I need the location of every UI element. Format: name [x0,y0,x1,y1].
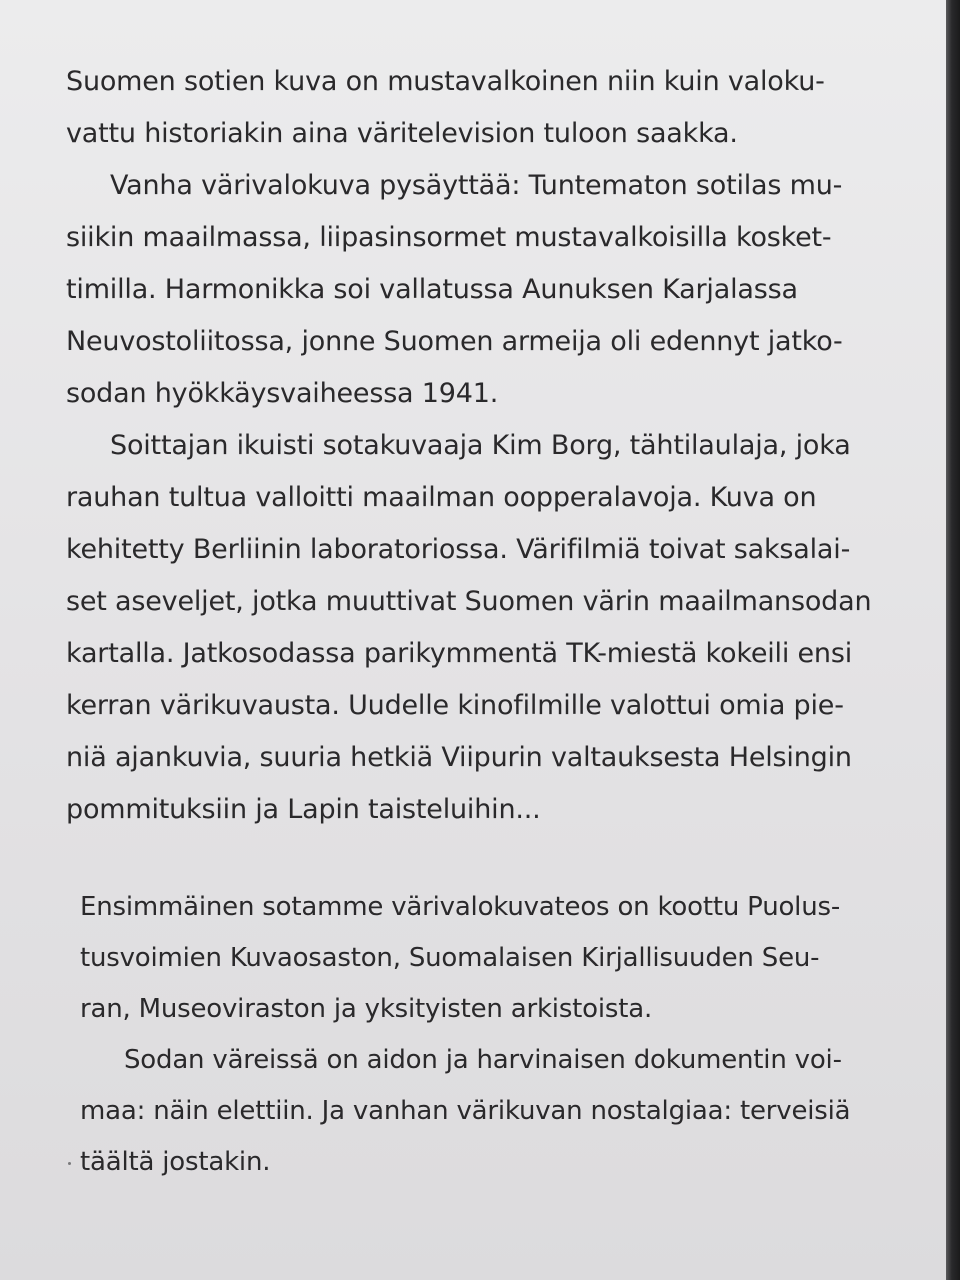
text-line: Ensimmäinen sotamme värivalokuvateos on koottu Puolus- [80,892,841,922]
text-line: Neuvostoliitossa, jonne Suomen armeija oli edennyt jatko- [66,326,843,357]
text-line: rauhan tultua valloitti maailman oopperalavoja. Kuva on [66,482,817,513]
text-line: sodan hyökkäysvaiheessa 1941. [66,378,499,409]
text-line: timilla. Harmonikka soi vallatussa Aunuksen Karjalassa [66,274,798,305]
page-edge-shadow [946,0,960,1280]
text-line: ran, Museoviraston ja yksityisten arkistoista. [80,994,653,1024]
text-line: tusvoimien Kuvaosaston, Suomalaisen Kirjallisuuden Seu- [80,943,820,973]
text-line: Suomen sotien kuva on mustavalkoinen niin kuin valoku- [66,66,825,97]
text-line: siikin maailmassa, liipasinsormet mustavalkoisilla kosket- [66,222,832,253]
text-block-main [66,56,871,836]
text-line: täältä jostakin. [80,1147,271,1177]
text-line: maa: näin elettiin. Ja vanhan värikuvan nostalgiaa: terveisiä [80,1096,851,1126]
text-line: kartalla. Jatkosodassa parikymmentä TK-miestä kokeili ensi [66,638,853,669]
text-line: Soittajan ikuisti sotakuvaaja Kim Borg, tähtilaulaja, joka [110,430,851,461]
text-line: Vanha värivalokuva pysäyttää: Tuntematon sotilas mu- [110,170,843,201]
text-line: pommituksiin ja Lapin taisteluihin... [66,794,541,825]
text-line: kerran värikuvausta. Uudelle kinofilmille valottui omia pie- [66,690,844,721]
text-line: niä ajankuvia, suuria hetkiä Viipurin valtauksesta Helsingin [66,742,852,773]
speck-mark [68,1162,71,1165]
text-line: kehitetty Berliinin laboratoriossa. Värifilmiä toivat saksalai- [66,534,851,565]
text-line: set aseveljet, jotka muuttivat Suomen värin maailmansodan [66,586,872,617]
text-line: vattu historiakin aina väritelevision tuloon saakka. [66,118,738,149]
text-block-secondary [80,882,850,1188]
text-line: Sodan väreissä on aidon ja harvinaisen dokumentin voi- [124,1045,842,1075]
